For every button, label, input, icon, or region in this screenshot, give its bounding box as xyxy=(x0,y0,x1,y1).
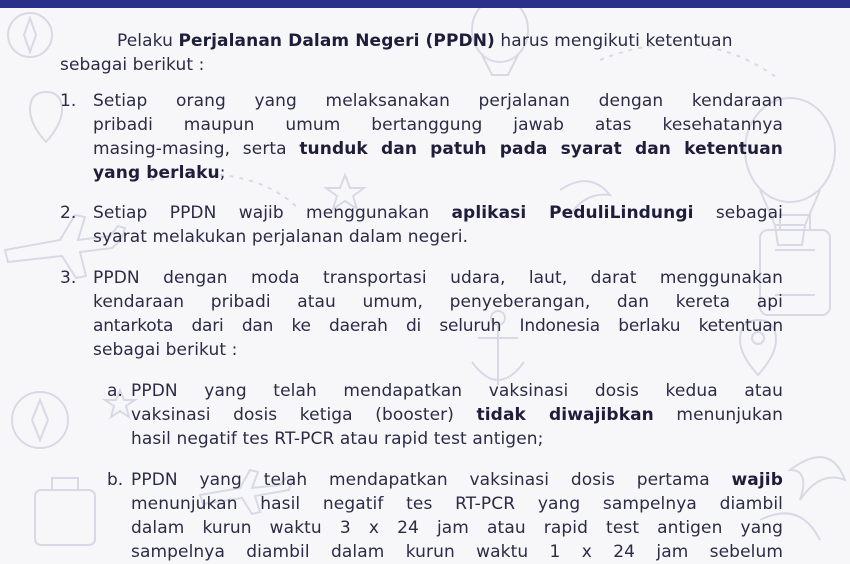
intro-line-2: sebagai berikut : xyxy=(60,55,205,75)
item-2-line-1: Setiap PPDN wajib menggunakan aplikasi PeduliLindungi sebagai xyxy=(93,203,783,223)
sub-a-line-3: hasil negatif tes RT-PCR atau rapid test antigen; xyxy=(131,429,544,449)
list-marker-1: 1. xyxy=(60,91,77,111)
list-marker-2: 2. xyxy=(60,203,77,223)
item-3-line-1: PPDN dengan moda transportasi udara, laut, darat menggunakan xyxy=(93,268,783,288)
list-marker-3: 3. xyxy=(60,268,77,288)
sub-b-line-4: sampelnya diambil dalam kurun waktu 1 x 24 jam sebelum xyxy=(131,542,783,562)
item-3-line-3: antarkota dari dan ke daerah di seluruh Indonesia berlaku ketentuan xyxy=(93,316,783,336)
item-3-line-2: kendaraan pribadi atau umum, penyeberangan, dan kereta api xyxy=(93,292,783,312)
item-1-line-4: yang berlaku; xyxy=(93,163,226,183)
sub-b-line-2: menunjukan hasil negatif tes RT-PCR yang sampelnya diambil xyxy=(131,494,783,514)
item-1-line-2: pribadi maupun umum bertanggung jawab atas kesehatannya xyxy=(93,115,783,135)
item-3-line-4: sebagai berikut : xyxy=(93,340,238,360)
sub-b-line-3: dalam kurun waktu 3 x 24 jam atau rapid test antigen yang xyxy=(131,518,783,538)
sub-a-line-2: vaksinasi dosis ketiga (booster) tidak diwajibkan menunjukan xyxy=(131,405,784,425)
item-1-line-3: masing-masing, serta tunduk dan patuh pada syarat dan ketentuan xyxy=(93,139,783,159)
sub-marker-a: a. xyxy=(107,381,123,401)
item-1-line-1: Setiap orang yang melaksanakan perjalanan dengan kendaraan xyxy=(93,91,783,111)
item-2-line-2: syarat melakukan perjalanan dalam negeri. xyxy=(93,227,469,247)
intro-line-1: Pelaku Perjalanan Dalam Negeri (PPDN) harus mengikuti ketentuan xyxy=(117,31,733,51)
sub-marker-b: b. xyxy=(107,470,124,490)
sub-b-line-1: PPDN yang telah mendapatkan vaksinasi dosis pertama wajib xyxy=(131,470,783,490)
sub-a-line-1: PPDN yang telah mendapatkan vaksinasi dosis kedua atau xyxy=(131,381,783,401)
